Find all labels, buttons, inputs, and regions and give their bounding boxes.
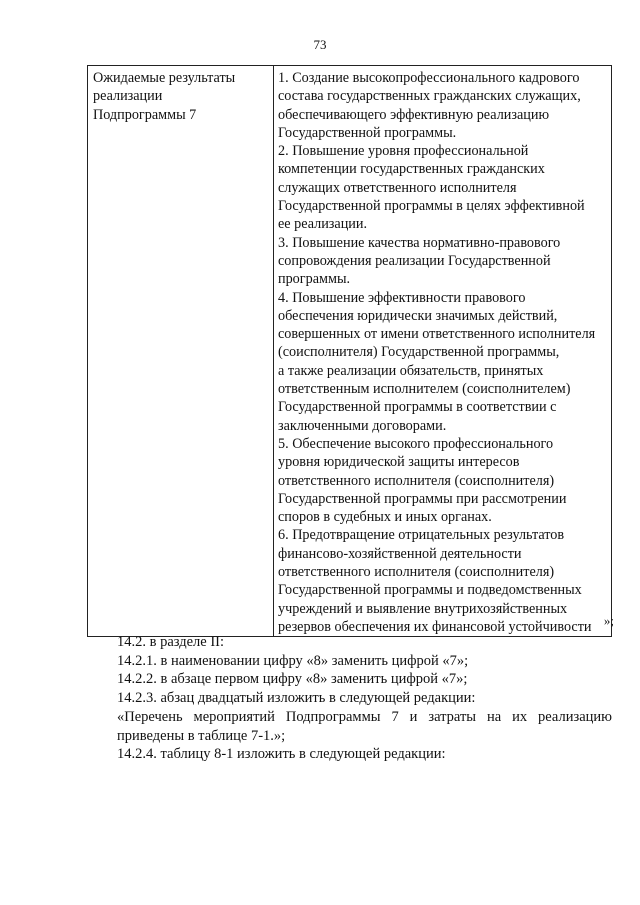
result-line: споров в судебных и иных органах. (278, 509, 492, 526)
result-line: компетенции государственных гражданских (278, 161, 545, 178)
paragraph-14-2-3: 14.2.3. абзац двадцатый изложить в следующей редакции: (117, 690, 476, 707)
result-line: совершенных от имени ответственного исполнителя (278, 326, 596, 343)
result-line: 5. Обеспечение высокого профессионального (278, 435, 554, 452)
paragraph-14-2-1: 14.2.1. в наименовании цифру «8» заменить цифрой «7»; (117, 652, 469, 669)
result-line: (соисполнителя) Государственной программы, (278, 344, 560, 361)
closing-quote-mark: »; (603, 613, 614, 628)
results-cell (274, 66, 612, 637)
result-line: Государственной программы в целях эффективной (278, 198, 585, 215)
result-line: ответственным исполнителем (соисполнителем) (278, 381, 571, 398)
paragraph-14-2-4: 14.2.4. таблицу 8-1 изложить в следующей редакции: (117, 746, 446, 763)
result-line: ответственного исполнителя (соисполнителя) (278, 564, 555, 581)
result-line: заключенными договорами. (278, 417, 447, 434)
result-line: Государственной программы и подведомственных (278, 582, 582, 599)
result-line: обеспечения юридически значимых действий, (278, 307, 558, 324)
result-line: ответственного исполнителя (соисполнителя) (278, 472, 555, 489)
table-row (88, 66, 612, 637)
row-label-cell (88, 66, 274, 637)
paragraph-quote: «Перечень мероприятий Подпрограммы 7 и затраты на их реализацию приведены в таблице 7-1.»; (117, 708, 612, 744)
result-line: 2. Повышение уровня профессиональной (278, 143, 529, 160)
result-line: обеспечивающего эффективную реализацию (278, 106, 550, 123)
result-line: а также реализации обязательств, принятых (278, 362, 544, 379)
result-line: Государственной программы при рассмотрении (278, 490, 567, 507)
result-line: уровня юридической защиты интересов (278, 454, 520, 471)
result-line: состава государственных гражданских служащих, (278, 88, 581, 105)
paragraph-section-ii: 14.2. в разделе II: (117, 634, 225, 650)
result-line: 1. Создание высокопрофессионального кадрового (278, 70, 580, 86)
result-line: резервов обеспечения их финансовой устойчивости (278, 618, 592, 635)
results-table (87, 65, 612, 637)
page-number: 73 (313, 37, 327, 52)
label-line: реализации (93, 88, 163, 105)
result-line: Государственной программы. (278, 124, 457, 141)
result-line: финансово-хозяйственной деятельности (278, 545, 522, 562)
label-line: Ожидаемые результаты (93, 70, 236, 86)
amendment-text (87, 633, 612, 764)
label-line: Подпрограммы 7 (93, 106, 197, 123)
result-line: ее реализации. (278, 216, 368, 233)
result-line: 3. Повышение качества нормативно-правового (278, 234, 561, 251)
result-line: 4. Повышение эффективности правового (278, 289, 526, 306)
paragraph-14-2-2: 14.2.2. в абзаце первом цифру «8» заменить цифрой «7»; (117, 671, 468, 688)
result-line: Государственной программы в соответствии с (278, 399, 557, 416)
result-line: сопровождения реализации Государственной (278, 252, 551, 269)
result-line: программы. (278, 271, 351, 288)
result-line: учреждений и выявление внутрихозяйственных (278, 600, 568, 617)
result-line: служащих ответственного исполнителя (278, 179, 517, 196)
result-line: 6. Предотвращение отрицательных результатов (278, 527, 565, 544)
